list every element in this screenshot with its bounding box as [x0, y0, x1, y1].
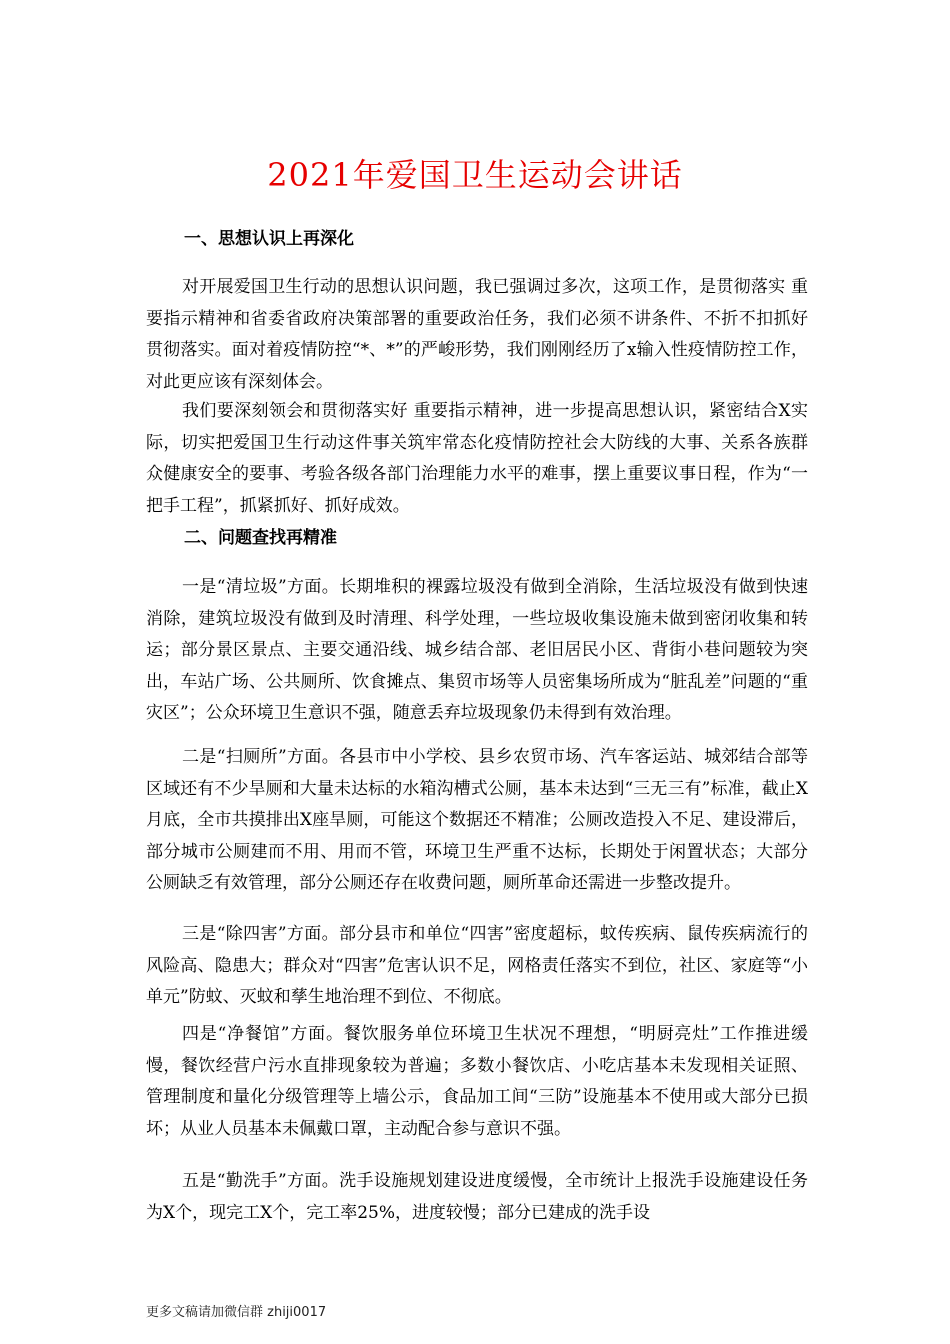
paragraph: 二是“扫厕所”方面。各县市中小学校、县乡农贸市场、汽车客运站、城郊结合部等区域还有不少旱厕和大量未达标的水箱沟槽式公厕，基本未达到“三无三有”标准，截止X月底，全市共摸排出X座旱厕，可能这个数据还不精准；公厕改造投入不足、建设滞后，部分城市公厕建而不用、用而不管，环境卫生严重不达标，长期处于闲置状态；大部分公厕缺乏有效管理，部分公厕还存在收费问题，厕所革命还需进一步整改提升。 — [146, 747, 808, 893]
section-heading-1: 一、思想认识上再深化 — [184, 229, 354, 249]
footer-note: 更多文稿请加微信群 zhiji0017 — [146, 1305, 327, 1320]
paragraph: 一是“清垃圾”方面。长期堆积的裸露垃圾没有做到全消除，生活垃圾没有做到快速消除，建筑垃圾没有做到及时清理、科学处理，一些垃圾收集设施未做到密闭收集和转运；部分景区景点、主要交通沿线、城乡结合部、老旧居民小区、背街小巷问题较为突出，车站广场、公共厕所、饮食摊点、集贸市场等人员密集场所成为“脏乱差”问题的“重灾区”；公众环境卫生意识不强，随意丢弃垃圾现象仍未得到有效治理。 — [146, 577, 808, 723]
document-title: 2021年爱国卫生运动会讲话 — [267, 156, 683, 194]
section-heading-2: 二、问题查找再精准 — [184, 528, 337, 548]
paragraph: 三是“除四害”方面。部分县市和单位“四害”密度超标，蚊传疾病、鼠传疾病流行的风险高、隐患大；群众对“四害”危害认识不足，网格责任落实不到位，社区、家庭等“小单元”防蚊、灭蚊和孳生地治理不到位、不彻底。 — [146, 924, 808, 1007]
paragraph: 我们要深刻领会和贯彻落实好 重要指示精神，进一步提高思想认识，紧密结合X实际，切实把爱国卫生行动这件事关筑牢常态化疫情防控社会大防线的大事、关系各族群众健康安全的要事、考验各级各部门治理能力水平的难事，摆上重要议事日程，作为“一把手工程”，抓紧抓好、抓好成效。 — [146, 401, 808, 516]
paragraph: 四是“净餐馆”方面。餐饮服务单位环境卫生状况不理想，“明厨亮灶”工作推进缓慢，餐饮经营户污水直排现象较为普遍；多数小餐饮店、小吃店基本未发现相关证照、管理制度和量化分级管理等上墙公示，食品加工间“三防”设施基本不使用或大部分已损坏；从业人员基本未佩戴口罩，主动配合参与意识不强。 — [146, 1024, 808, 1139]
paragraph: 对开展爱国卫生行动的思想认识问题，我已强调过多次，这项工作，是贯彻落实 重要指示精神和省委省政府决策部署的重要政治任务，我们必须不讲条件、不折不扣抓好贯彻落实。面对着疫情防控“*、*”的严峻形势，我们刚刚经历了x输入性疫情防控工作，对此更应该有深刻体会。 — [146, 277, 808, 392]
paragraph: 五是“勤洗手”方面。洗手设施规划建设进度缓慢，全市统计上报洗手设施建设任务为X个，现完工X个，完工率25%，进度较慢；部分已建成的洗手设 — [146, 1171, 808, 1223]
